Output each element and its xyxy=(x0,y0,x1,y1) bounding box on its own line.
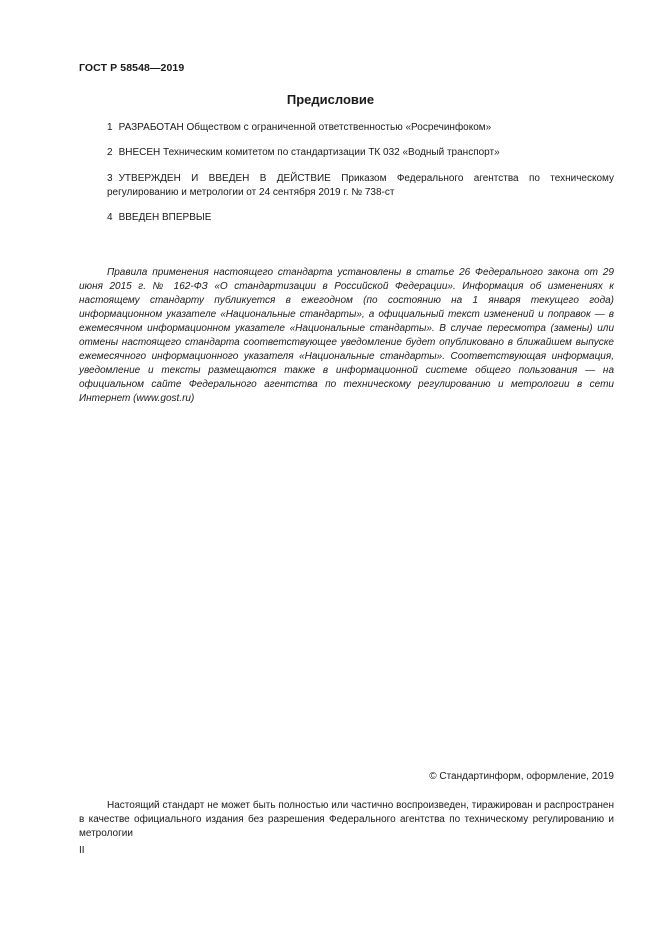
item-text: ВНЕСЕН Техническим комитетом по стандартизации ТК 032 «Водный транспорт» xyxy=(118,147,500,158)
foreword-item-3 xyxy=(79,172,614,200)
item-text: ВВЕДЕН ВПЕРВЫЕ xyxy=(118,212,212,223)
reproduction-notice: Настоящий стандарт не может быть полностью или частично воспроизведен, тиражирован и распространен в качестве официального издания без разрешения Федерального агентства по техническому регулированию и метрологии xyxy=(79,800,614,839)
foreword-item-4 xyxy=(79,211,614,225)
item-number: 3 xyxy=(107,173,113,184)
item-text: РАЗРАБОТАН Обществом с ограниченной ответственностью «Росречинфоком» xyxy=(118,122,492,133)
item-number: 1 xyxy=(107,122,113,133)
application-rules-note: Правила применения настоящего стандарта установлены в статье 26 Федерального закона от 29 июня 2015 г. № 162-ФЗ «О стандартизации в Российской Федерации». Информация об изменениях к настоящему стандарту публикуется в ежегодном (по состоянию на 1 января текущего года) информационном указателе «Национальные стандарты», а официальный текст изменений и поправок — в ежемесячном информационном указателе «Национальные стандарты». В случае пересмотра (замены) или отмены настоящего стандарта соответствующее уведомление будет опубликовано в ближайшем выпуске ежемесячного информационного указателя «Национальные стандарты». Соответствующая информация, уведомление и тексты размещаются также в информационной системе общего пользования — на официальном сайте Федерального агентства по техническому регулированию и метрологии в сети Интернет (www.gost.ru) xyxy=(79,267,614,404)
document-code: ГОСТ Р 58548—2019 xyxy=(79,62,185,74)
page-title: Предисловие xyxy=(286,92,375,107)
item-number: 2 xyxy=(107,147,113,158)
copyright-line: © Стандартинформ, оформление, 2019 xyxy=(429,771,614,782)
foreword-item-2 xyxy=(79,146,614,160)
item-text: УТВЕРЖДЕН И ВВЕДЕН В ДЕЙСТВИЕ Приказом Федерального агентства по техническому регулированию и метрологии от 24 сентября 2019 г. № 738-ст xyxy=(107,173,614,198)
page-number: II xyxy=(79,845,85,856)
item-number: 4 xyxy=(107,212,113,223)
foreword-item-1 xyxy=(79,121,614,135)
